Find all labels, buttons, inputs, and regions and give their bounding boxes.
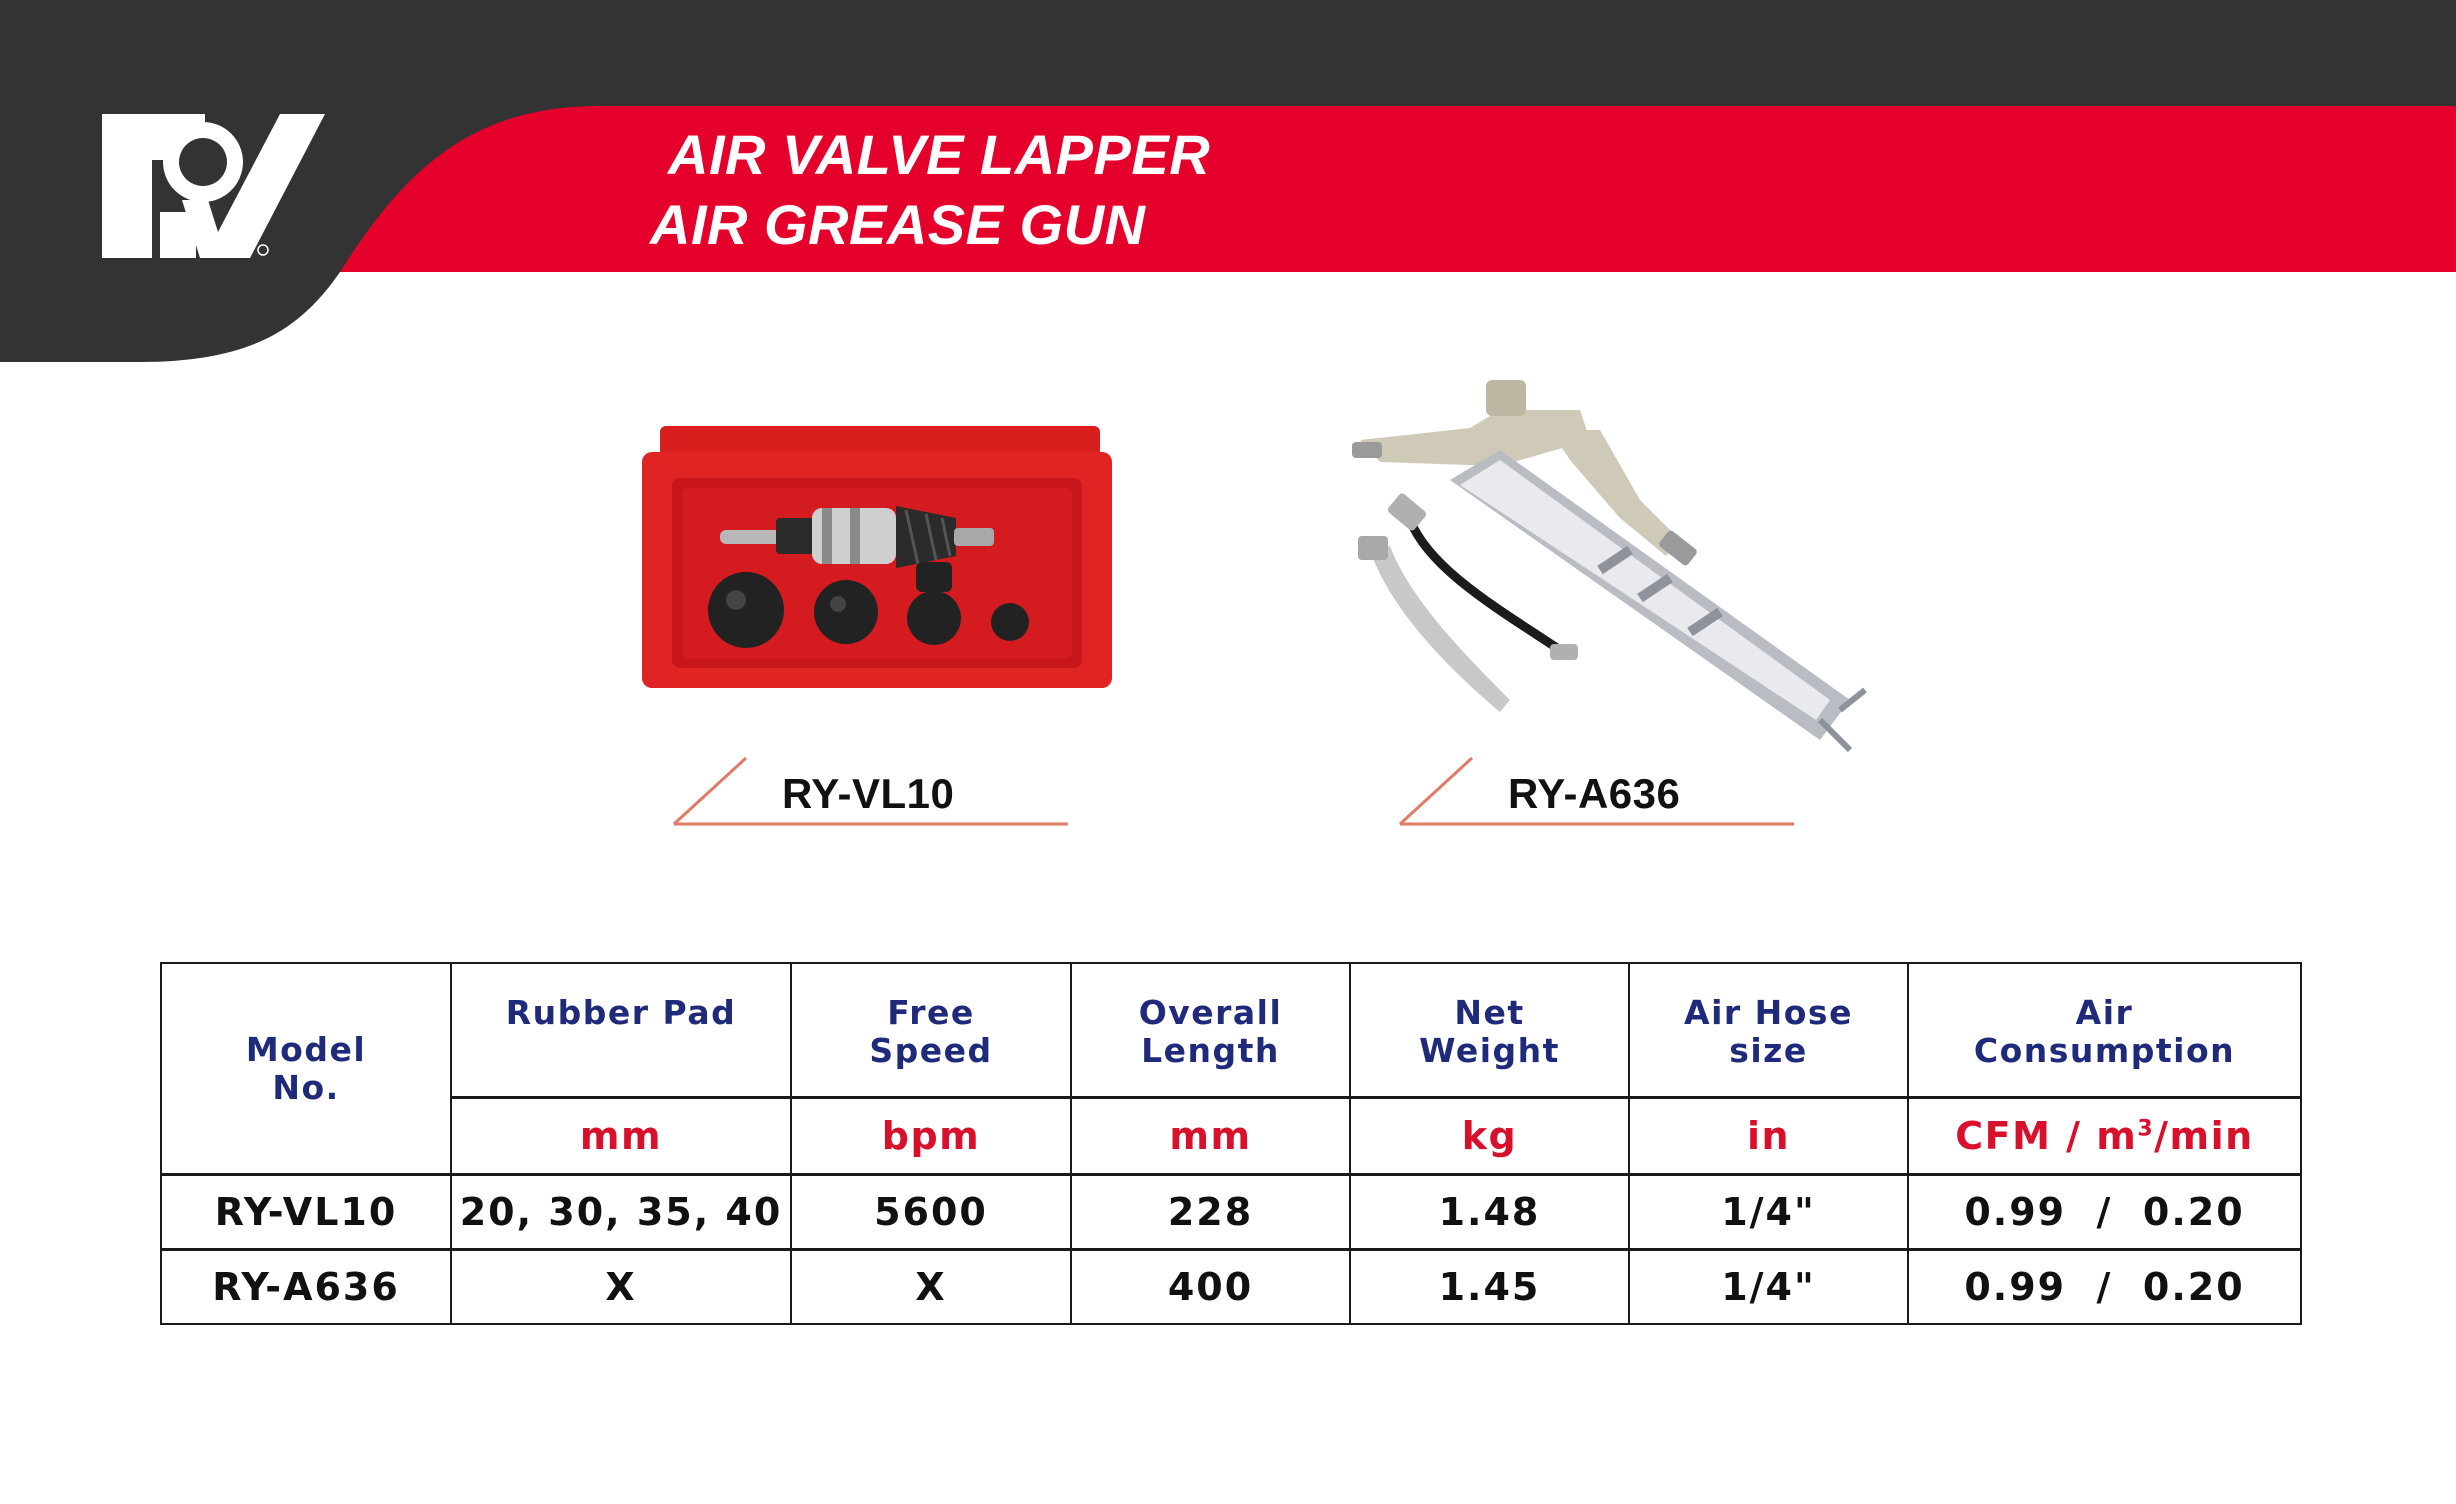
cell-air-consumption [1908, 1175, 2301, 1250]
unit-superscript: 3 [2137, 1116, 2155, 1142]
page-title-line-1: AIR VALVE LAPPER [668, 123, 1211, 186]
header-net-weight [1350, 963, 1629, 1098]
valve-lapper-kit-image [636, 422, 1116, 692]
header-text: Length [1141, 1031, 1280, 1070]
grease-gun-image [1350, 370, 1870, 770]
cell-air-hose [1629, 1250, 1908, 1325]
cell-overall-length [1071, 1175, 1350, 1250]
header-text: Free [887, 993, 975, 1032]
unit-cell [451, 1098, 791, 1175]
table-units-row [161, 1098, 2301, 1175]
cell-overall-length [1071, 1250, 1350, 1325]
header-air-consumption [1908, 963, 2301, 1098]
cell-text: RY-VL10 [214, 1190, 398, 1234]
header-text: Speed [869, 1031, 993, 1070]
header-text: No. [272, 1067, 340, 1107]
header-text: size [1729, 1031, 1808, 1070]
unit-prefix: CFM / m [1955, 1114, 2138, 1158]
header-banner [0, 0, 2456, 370]
cell-text: 228 [1167, 1190, 1254, 1234]
header-text: Overall [1138, 993, 1283, 1032]
model-tag-label: RY-A636 [1508, 770, 1681, 817]
cell-text: X [605, 1265, 637, 1309]
table-row [161, 1175, 2301, 1250]
table-row [161, 1250, 2301, 1325]
cell-text: 1.45 [1438, 1265, 1541, 1309]
unit-text [1955, 1114, 2253, 1158]
unit-cell [1908, 1098, 2301, 1175]
header-text: Consumption [1973, 1031, 2236, 1070]
cell-free-speed [791, 1175, 1071, 1250]
header-air-hose-size [1629, 963, 1908, 1098]
header-text: Model [245, 1029, 367, 1069]
table-header-row [161, 963, 2301, 1098]
header-free-speed [791, 963, 1071, 1098]
cell-model [161, 1250, 451, 1325]
header-rubber-pad [451, 963, 791, 1098]
cell-rubber-pad [451, 1250, 791, 1325]
header-model-no [161, 963, 451, 1175]
unit-cell [1629, 1098, 1908, 1175]
cell-text: 0.99 / 0.20 [1964, 1190, 2245, 1234]
unit-text: mm [579, 1114, 663, 1158]
cell-rubber-pad [451, 1175, 791, 1250]
cell-net-weight [1350, 1250, 1629, 1325]
ry-logo-icon [100, 112, 330, 262]
unit-text: kg [1461, 1114, 1518, 1158]
header-text: Rubber Pad [505, 993, 737, 1032]
model-tag-label: RY-VL10 [782, 770, 955, 817]
header-text: Air Hose [1684, 993, 1853, 1032]
cell-model [161, 1175, 451, 1250]
model-tag-ry-vl10 [672, 752, 1092, 842]
cell-text: 20, 30, 35, 40 [459, 1190, 783, 1234]
header-text: Weight [1419, 1031, 1560, 1070]
cell-text: X [915, 1265, 947, 1309]
unit-text: in [1746, 1114, 1791, 1158]
cell-text: 1.48 [1438, 1190, 1541, 1234]
cell-net-weight [1350, 1175, 1629, 1250]
cell-free-speed [791, 1250, 1071, 1325]
cell-text: 1/4" [1721, 1190, 1816, 1234]
cell-text: RY-A636 [212, 1265, 400, 1309]
unit-suffix: /min [2154, 1114, 2254, 1158]
unit-cell [1350, 1098, 1629, 1175]
cell-air-consumption [1908, 1250, 2301, 1325]
cell-text: 400 [1167, 1265, 1254, 1309]
model-tag-ry-a636 [1398, 752, 1818, 842]
spec-table [160, 962, 2302, 1325]
page-title-line-2: AIR GREASE GUN [650, 193, 1146, 256]
unit-cell [1071, 1098, 1350, 1175]
unit-text: mm [1169, 1114, 1252, 1158]
header-text: Air [2075, 993, 2134, 1032]
unit-cell [791, 1098, 1071, 1175]
cell-text: 0.99 / 0.20 [1964, 1265, 2245, 1309]
cell-text: 1/4" [1721, 1265, 1816, 1309]
header-overall-length [1071, 963, 1350, 1098]
header-text: Net [1454, 993, 1525, 1032]
cell-air-hose [1629, 1175, 1908, 1250]
cell-text: 5600 [874, 1190, 988, 1234]
unit-text: bpm [881, 1114, 981, 1158]
